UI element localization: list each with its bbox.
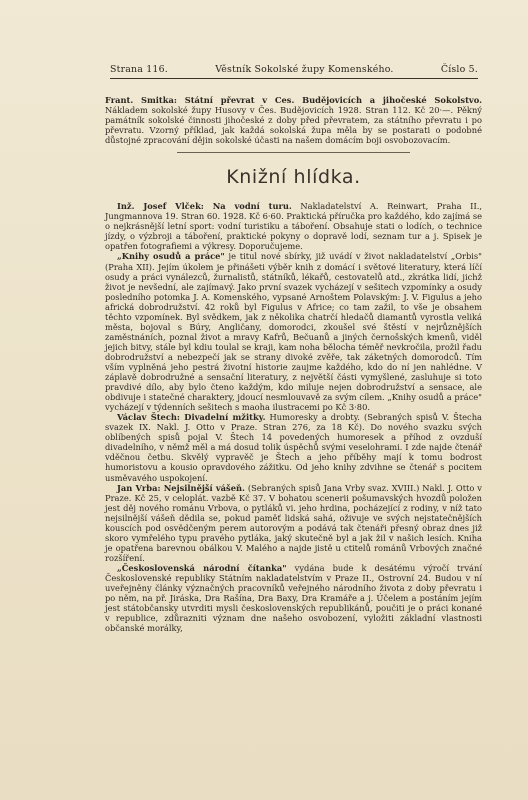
review-citation: Jan Vrba: Nejsilnější vášeň. [117, 482, 245, 493]
review-item [105, 563, 482, 633]
review-item [105, 412, 482, 482]
review-citation: Václav Štech: Divadelní mžitky. [117, 412, 266, 423]
review-citation: „Knihy osudů a práce" [117, 251, 225, 262]
intro-review-body: Nákladem sokolské župy Husovy v Čes. Budějovicích 1928. Stran 112. Kč 20·—. Pěkný památník sokolské činnosti jihočeské z doby před převratem, za státního převratu i po převratu. Vzorný příklad, jak každá sokolská župa měla by se postarati o podobné důstojné zpracování dějin sokolské účasti na našem domácím boji osvobozovacím. [105, 105, 482, 146]
intro-review [105, 95, 482, 145]
review-item [105, 483, 482, 563]
journal-title: Věstník Sokolské župy Komenského. [215, 64, 394, 75]
review-body: vydána bude k desátému výročí trvání Československé republiky Státním nakladatelstvím v Praze II., Ostrovní 24. Budou v ní uveřejněny články význačných pracovníků veřejného národního života z doby převratu i po něm, na př. Jiráska, Dra Rašína, Dra Baxy, Dra Kramáře a j. Účelem a postáním jejím jest státobčansky utvrditi mysli československých republikánů, poučiti je o práci konané v republice, zdůrazniti význam dne našeho osvobození, vyložiti základní vlastnosti občanské morálky, [105, 562, 482, 634]
review-citation: Inž. Josef Vlček: Na vodní turu. [117, 201, 292, 212]
page-content [105, 95, 482, 633]
review-item [105, 201, 482, 251]
review-citation: „Československá národní čítanka" [117, 562, 287, 573]
intro-review-citation: Frant. Smitka: Státní převrat v Ces. Budějovicích a jihočeské Sokolstvo. [105, 95, 482, 105]
review-item [105, 251, 482, 412]
running-header [110, 64, 478, 79]
review-body: je titul nové sbírky, již uvádí v život nakladatelství „Orbis" (Praha XII). Jejím úkolem je přinášeti výběr knih z domácí i světové literatury, která líčí osudy a práci vynálezců, žurnalistů, státníků, lékařů, cestovatelů atd., zkrátka lidí, jichž život je nevšední, ale zajímavý. Jako první svazek vycházejí v sešitech vzpomínky a osudy posledního potomka J. A. Komenského, vypsané Arnoštem Polavským: J. V. Figulus a jeho africká dobrodružství. 42 roků byl Figulus v Africe; co tam zažil, to vše je obsahem těchto vzpomínek. Byl svědkem, jak z několika chatrčí hledačů diamantů vyrostla veliká města, bojoval s Búry, Angličany, domorodci, zkoušel své štěstí v nejrůznějších zaměstnáních, poznal život a mravy Kafrů, Bečuanů a jiných černošských kmenů, viděl jejich bitvy, stále byl kdiu toulal se kraji, kam noha bělocha téměř nevkročila, prožil řadu dobrodružství a nebezpečí jak se strany divoké zvěře, tak záketných domorodců. Tím vším vyplněná jeho pestrá životní historie zaujme každého, kdo do ní jen nahlédne. V záplavě dobrodružné a sensační literatury, z největší části vymyšlené, zasluhuje si toto pravdivé dílo, aby bylo čteno každým, kdo miluje nejen dobrodružství a sensace, ale obdivuje i statečné charaktery, jdoucí nesmlouvavě za svým cílem. „Knihy osudů a práce" vycházejí v týdenních sešitech s maoha ilustracemi po Kč 3·80. [105, 251, 482, 413]
page-number: Strana 116. [110, 64, 168, 75]
section-divider [177, 152, 411, 153]
review-body: Humoresky a drobty. (Sebraných spisů V. Štecha svazek IX. Nakl. J. Otto v Praze. Stran 276, za 18 Kč). Do nového svazku svých oblíbených spisů pojal V. Štech 14 povedených humoresek a příhod z ovzduší divadelního, v němž měl a má dosud tolik úspěchů svými veselohrami. I zde najde čtenář vděčnou četbu. Skvělý vypravěč je Štech a jeho příběhy mají k tomu bodrost humoristovu a kousio opravdového zážitku. Od jeho knihy zdvihne se čtenář s pocitem usměvavého uspokojení. [105, 412, 482, 483]
issue-number: Číslo 5. [440, 64, 478, 75]
review-body: Nakladatelství A. Reinwart, Praha II., Jungmannova 19. Stran 60. 1928. Kč 6·60. Praktická příručka pro každého, kdo zajímá se o nejkrásnější letní sport: vodní turistiku a táboření. Obsahuje stati o lodích, o technice jízdy, o výzbroji a táboření, praktické pokyny o dopravě lodí, seznam tur a j. Spisek je opatřen fotografiemi a výkresy. Doporučujeme. [105, 201, 482, 252]
section-title: Knižní hlídka. [226, 166, 361, 189]
review-body: (Sebraných spisů Jana Vrby svaz. XVIII.) Nakl. J. Otto v Praze. Kč 25, v celoplát. vazbě Kč 37. V bohatou scenerii pošumavských hvozdů položen jest děj nového románu Vrbova, o pytláků vi. jeho hrdina, pocházející z rodiny, v níž tato nejsilnější vášeň dědila se, pokud paměť lidská sahá, oživuje ve svých nejstatečnějších kouscích pod osvědčeným perem autorovým a podává tak čtenáři přesný obraz dnes již skoro vymřelého typu pravého pytláka, jaký skutečně byl a jak žil v našich lesích. Kniha je opatřena barevnou obálkou V. Malého a najde jistě u ctitelů románů Vrbových značné rozšíření. [105, 482, 482, 563]
